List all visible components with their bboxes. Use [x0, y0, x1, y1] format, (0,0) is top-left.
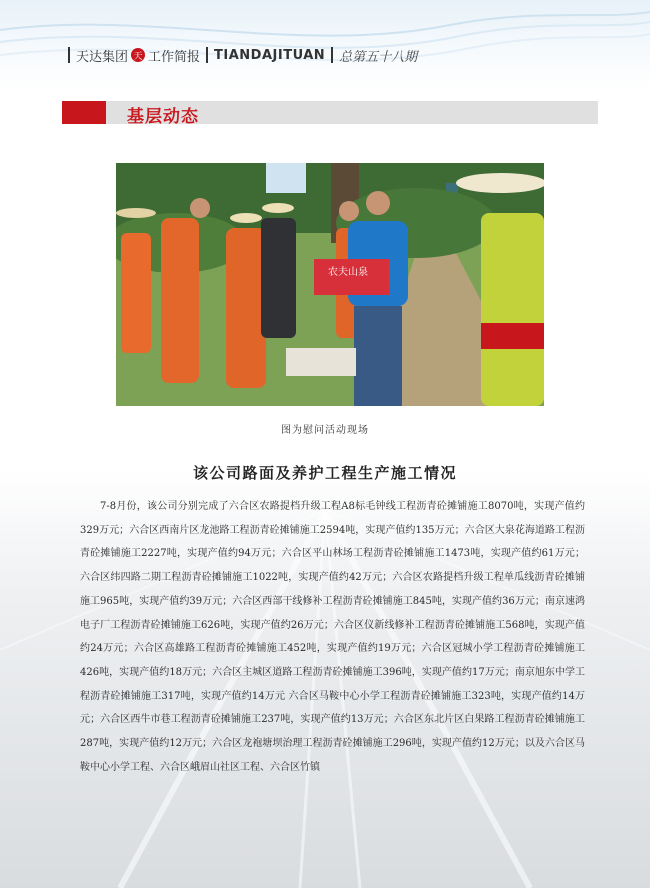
section-accent-block: [62, 101, 106, 124]
section-heading-bar: [62, 101, 598, 127]
header-divider: [206, 47, 208, 63]
gift-box-label: 农夫山泉: [328, 267, 368, 278]
photo-caption: 图为慰问活动现场: [281, 425, 369, 436]
event-photo: [116, 163, 544, 406]
header-divider: [68, 47, 70, 63]
page-header: [62, 44, 417, 66]
section-title: 基层动态: [127, 107, 199, 127]
article-title: 该公司路面及养护工程生产施工情况: [192, 464, 457, 482]
logo-char: 天: [133, 51, 143, 62]
issue-number: 总第五十八期: [339, 49, 418, 65]
publication-name: 工作简报: [148, 49, 201, 65]
article-body: 7-8月份，该公司分别完成了六合区农路提档升级工程A8标毛钟线工程沥青砼摊铺施工8070吨，实现产值约329万元；六合区西南片区龙池路工程沥青砼摊铺施工2594吨，实现产值约135万元；六合区大泉花海道路工程沥青砼摊铺施工2227吨，实现产值约94万元；六合区平山林场工程沥青砼摊铺施工1473吨，实现产值约61万元；六合区纬四路二期工程沥青砼摊铺施工1022吨，实现产值约42万元；六合区农路提档升级工程单瓜线沥青砼摊铺施工965吨，实现产值约39万元；六合区西部干线修补工程沥青砼摊铺施工845吨，实现产值约36万元；南京速鸿电子厂工程沥青砼摊铺施工626吨，实现产值约26万元；六合区仪新线修补工程沥青砼摊铺施工568吨，实现产值约24万元；六合区高雄路工程沥青砼摊铺施工452吨，实现产值约19万元；六合区冠城小学工程沥青砼摊铺施工426吨，实现产值约18万元；六合区主城区道路工程沥青砼摊铺施工396吨，实现产值约17万元；南京旭东中学工程沥青砼摊铺施工317吨，实现产值约14万元 六合区马鞍中心小学工程沥青砼摊铺施工323吨，实现产值约14万元；六合区西牛市巷工程沥青砼摊铺施工237吨，实现产值约13万元；六合区东北片区白果路工程沥青砼摊铺施工287吨，实现产值约12万元；六合区龙袍塘坝治理工程沥青砼摊铺施工296吨，实现产值约12万元；以及六合区马鞍中心小学工程、六合区峨眉山社区工程、六合区竹镇: [80, 501, 585, 773]
company-logo-icon: [131, 48, 145, 62]
header-divider: [331, 47, 333, 63]
company-latin-name: TIANDAJITUAN: [214, 47, 326, 63]
event-photo-illustration: [116, 163, 544, 406]
company-name: 天达集团: [76, 49, 129, 65]
